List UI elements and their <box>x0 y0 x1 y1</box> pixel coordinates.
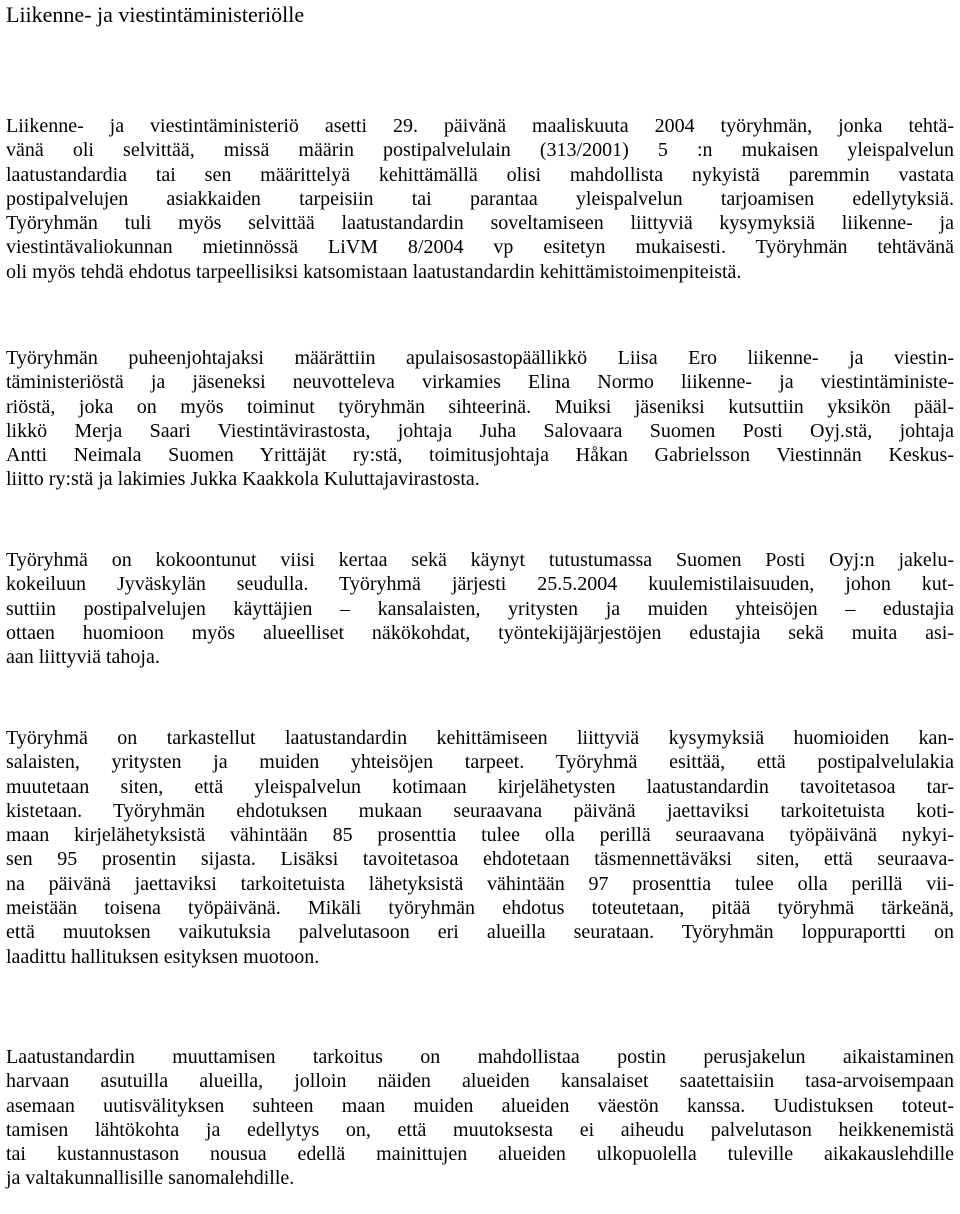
text-line: tamisen lähtökohta ja edellytys on, että muutoksesta ei aiheudu palvelutason heikkenemistä <box>6 1118 954 1141</box>
paragraph-meetings <box>6 548 954 669</box>
text-line: Työryhmä on tarkastellut laatustandardin kehittämiseen liittyviä kysymyksiä huomioiden kan- <box>6 727 954 749</box>
text-line: laadittu hallituksen esityksen muotoon. <box>6 945 320 968</box>
text-line: salaisten, yritysten ja muiden yhteisöjen tarpeet. Työryhmä esittää, että postipalvelulakia <box>6 751 954 774</box>
text-line: asemaan uutisvälityksen suhteen maan muiden alueiden väestön kanssa. Uudistuksen toteut- <box>6 1094 954 1117</box>
paragraph-proposal <box>6 726 954 969</box>
paragraph-assignment <box>6 114 954 284</box>
document-heading: Liikenne- ja viestintäministeriölle <box>6 2 305 27</box>
text-line: kokeiluun Jyväskylän seudulla. Työryhmä järjesti 25.5.2004 kuulemistilaisuuden, johon kut- <box>6 573 954 596</box>
text-line: meistään toisena työpäivänä. Mikäli työryhmän ehdotus toteutetaan, pitää työryhmä tärkeänä, <box>6 897 954 920</box>
text-line: Liikenne- ja viestintäministeriö asetti 29. päivänä maaliskuuta 2004 työryhmän, jonka tehtä- <box>6 115 954 137</box>
text-line: aan liittyviä tahoja. <box>6 646 160 669</box>
text-line: että muutoksen vaikutuksia palvelutasoon eri alueilla seurataan. Työryhmän loppuraportti on <box>6 921 954 944</box>
text-line: kistetaan. Työryhmän ehdotuksen mukaan seuraavana päivänä jaettaviksi tarkoitetuista koti- <box>6 799 954 822</box>
text-line: Työryhmän tuli myös selvittää laatustandardin soveltamiseen liittyviä kysymyksiä liikenne- ja <box>6 212 954 235</box>
text-line: oli myös tehdä ehdotus tarpeellisiksi katsomistaan laatustandardin kehittämistoimenpiteistä. <box>6 260 742 283</box>
text-line: täministeriöstä ja jäseneksi neuvotteleva virkamies Elina Normo liikenne- ja viestintäministe- <box>6 371 954 394</box>
text-line: riöstä, joka on myös toiminut työryhmän sihteerinä. Muiksi jäseniksi kutsuttiin yksikön pääl- <box>6 395 954 418</box>
text-line: viestintävaliokunnan mietinnössä LiVM 8/2004 vp esitetyn mukaisesti. Työryhmän tehtävänä <box>6 236 954 259</box>
paragraph-members <box>6 346 954 492</box>
text-line: sen 95 prosentin sijasta. Lisäksi tavoitetasoa ehdotetaan täsmennettäväksi siten, että seuraava- <box>6 848 954 871</box>
text-line: postipalvelujen asiakkaiden tarpeisiin tai parantaa yleispalvelun tarjoamisen edellytyksiä. <box>6 187 954 210</box>
text-line: suttiin postipalvelujen käyttäjien – kansalaisten, yritysten ja muiden yhteisöjen – edustajia <box>6 597 954 620</box>
text-line: likkö Merja Saari Viestintävirastosta, johtaja Juha Salovaara Suomen Posti Oyj.stä, johtaja <box>6 419 954 442</box>
text-line: Antti Neimala Suomen Yrittäjät ry:stä, toimitusjohtaja Håkan Gabrielsson Viestinnän Keskus- <box>6 444 954 467</box>
text-line: muutetaan siten, että yleispalvelun kotimaan kirjelähetysten laatustandardin tavoitetasoa tar- <box>6 775 954 798</box>
text-line: Työryhmä on kokoontunut viisi kertaa sekä käynyt tutustumassa Suomen Posti Oyj:n jakelu- <box>6 549 954 571</box>
text-line: liitto ry:stä ja lakimies Jukka Kaakkola Kuluttajavirastosta. <box>6 468 480 491</box>
text-line: Työryhmän puheenjohtajaksi määrättiin apulaisosastopäällikkö Liisa Ero liikenne- ja viestin- <box>6 347 954 369</box>
text-line: ja valtakunnallisille sanomalehdille. <box>6 1167 295 1190</box>
text-line: Laatustandardin muuttamisen tarkoitus on mahdollistaa postin perusjakelun aikaistaminen <box>6 1046 954 1068</box>
text-line: harvaan asutuilla alueilla, jolloin näiden alueiden kansalaiset saatettaisiin tasa-arvoisempaan <box>6 1070 954 1093</box>
text-line: vänä oli selvittää, missä määrin postipalvelulain (313/2001) 5 :n mukaisen yleispalvelun <box>6 139 954 162</box>
text-line: maan kirjelähetyksistä vähintään 85 prosenttia tulee olla perillä seuraavana työpäivänä nykyi- <box>6 824 954 847</box>
text-line: ottaen huomioon myös alueelliset näkökohdat, työntekijäjärjestöjen edustajia sekä muita asi- <box>6 621 954 644</box>
paragraph-purpose <box>6 1045 954 1191</box>
text-line: laatustandardia tai sen määrittelyä kehittämällä olisi mahdollista nykyistä paremmin vastata <box>6 163 954 186</box>
text-line: na päivänä jaettaviksi tarkoitetuista lähetyksistä vähintään 97 prosenttia tulee olla perillä vii- <box>6 872 954 895</box>
text-line: tai kustannustason nousua edellä mainittujen alueiden ulkopuolella tuleville aikakauslehdille <box>6 1143 954 1166</box>
